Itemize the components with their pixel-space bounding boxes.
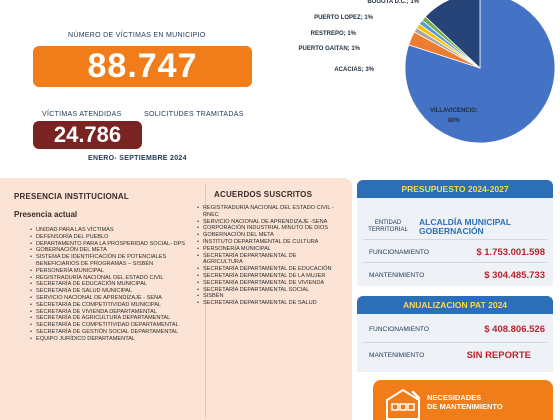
- list-item: • REGISTRADURÍA NACIONAL DEL ESTADO CIVIL: [30, 275, 200, 282]
- victims-caption: NÚMERO DE VÍCTIMAS EN MUNICIPIO: [68, 32, 206, 39]
- list-item: • SISTEMA DE IDENTIFICACIÓN DE POTENCIALES BENEFICIARIOS DE PROGRAMAS – SISBÉN: [30, 254, 200, 268]
- list-item: • SECRETARÍA DEPARTAMENTAL DE VIVIENDA: [197, 280, 337, 287]
- list-item: • SECRETARÍA DE SALUD MUNICIPAL: [30, 288, 200, 295]
- row-value: $ 1.753.001.598: [476, 247, 545, 258]
- list-item: • GOBERNACIÓN DEL META: [30, 247, 200, 254]
- row-label: FUNCIONAMIENTO: [369, 326, 429, 333]
- budget-column: [357, 180, 560, 420]
- presence-list: [30, 227, 200, 343]
- row-divider: [363, 262, 547, 263]
- list-item: • CORPORACIÓN INDUSTRIAL MINUTO DE DIOS: [197, 225, 337, 232]
- entity-value: ALCALDÍA MUNICIPAL GOBERNACIÓN: [419, 217, 511, 236]
- victims-count: 88.747: [33, 46, 252, 87]
- row-value: SIN REPORTE: [466, 350, 531, 361]
- row-divider: [363, 342, 547, 343]
- pie-label: PUERTO LOPEZ; 1%: [314, 15, 373, 21]
- list-item: • SECRETARÍA DEPARTAMENTAL DE LA MUJER: [197, 273, 337, 280]
- maintenance-title-line2: DE MANTENIMIENTO: [427, 402, 503, 411]
- row-value: $ 408.806.526: [484, 324, 545, 335]
- agreements-list: [197, 205, 337, 307]
- period-label: ENERO- SEPTIEMBRE 2024: [88, 155, 187, 162]
- list-item: • INSTITUTO DEPARTAMENTAL DE CULTURA: [197, 239, 337, 246]
- pie-label: ACACIAS; 3%: [334, 67, 374, 73]
- pie-label: RESTREPO; 1%: [310, 31, 356, 37]
- list-item: • SECRETARÍA DEPARTAMENTAL DE EDUCACIÓN: [197, 266, 337, 273]
- list-item: • REGISTRADURÍA NACIONAL DEL ESTADO CIVIL - RNEC: [197, 205, 337, 219]
- list-item: • SECRETARÍA DE VIVIENDA DEPARTAMENTAL: [30, 309, 200, 316]
- pat-card: [357, 314, 553, 372]
- agreements-title: ACUERDOS SUSCRITOS: [214, 190, 313, 199]
- list-item: • SECRETARÍA DE COMPETITIVIDAD MUNICIPAL: [30, 302, 200, 309]
- presence-title: PRESENCIA INSTITUCIONAL: [14, 192, 129, 201]
- presence-subtitle: Presencia actual: [14, 210, 78, 219]
- list-item: • SECRETARÍA DEPARTAMENTAL SOCIAL: [197, 287, 337, 294]
- pie-label: PUERTO GAITAN; 1%: [298, 46, 360, 52]
- list-item: • SECRETARÍA DE EDUCACIÓN MUNICIPAL: [30, 281, 200, 288]
- list-item: • DEFENSORÍA DEL PUEBLO: [30, 234, 200, 241]
- attended-count: 24.786: [33, 121, 142, 149]
- list-item: • SERVICIO NACIONAL DE APRENDIZAJE -SENA: [197, 219, 337, 226]
- building-repair-icon: [383, 386, 423, 420]
- maintenance-title: [427, 393, 503, 411]
- victims-stats: [0, 0, 290, 172]
- pat-title: ANUALIZACION PAT 2024: [357, 296, 553, 314]
- row-value: $ 304.485.733: [484, 270, 545, 281]
- list-item: • SECRETARÍA DE GESTIÓN SOCIAL DEPARTAMENTAL: [30, 329, 200, 336]
- pie-label: VILLAVICENCIO; 80%: [430, 108, 478, 124]
- list-item: • SECRETARÍA DEPARTAMENTAL DE SALUD: [197, 300, 337, 307]
- pie-label: BOGOTA D.C.; 1%: [367, 0, 419, 5]
- attended-caption: VÍCTIMAS ATENDIDAS: [42, 111, 122, 118]
- row-divider: [363, 239, 547, 240]
- row-label: MANTENIMIENTO: [369, 272, 425, 279]
- institutional-panel: [0, 178, 352, 420]
- list-item: • PERSONERÍA MUNICIPAL: [30, 268, 200, 275]
- list-item: • SERVICIO NACIONAL DE APRENDIZAJE - SENA: [30, 295, 200, 302]
- list-item: • EQUIPO JURÍDICO DEPARTAMENTAL: [30, 336, 200, 343]
- pie-chart-svg: [280, 0, 560, 178]
- list-item: • SECRETARÍA DE AGRICULTURA DEPARTAMENTAL: [30, 315, 200, 322]
- requests-caption: SOLICITUDES TRAMITADAS: [144, 111, 244, 118]
- budget-title: PRESUPUESTO 2024-2027: [357, 180, 553, 198]
- maintenance-needs-card: [373, 380, 553, 420]
- row-label: MANTENIMIENTO: [369, 352, 425, 359]
- list-item: • SECRETARÍA DE COMPETITIVIDAD DEPARTAMENTAL: [30, 322, 200, 329]
- list-item: • UNIDAD PARA LAS VÍCTIMAS: [30, 227, 200, 234]
- list-item: • GOBERNACIÓN DEL META: [197, 232, 337, 239]
- list-item: • DEPARTAMENTO PARA LA PROSPERIDAD SOCIAL- DPS: [30, 241, 200, 248]
- list-item: • SISBÉN: [197, 293, 337, 300]
- list-item: • PERSONERÍA MUNICIPAL: [197, 246, 337, 253]
- list-item: • SECRETARÍA DEPARTAMENTAL DE AGRICULTURA: [197, 253, 337, 267]
- municipality-pie-chart: [280, 0, 560, 178]
- row-label: FUNCIONAMIENTO: [369, 249, 429, 256]
- maintenance-title-line1: NECESIDADES: [427, 393, 482, 402]
- budget-card: [357, 198, 553, 286]
- entity-label: ENTIDAD TERRITORIAL: [368, 220, 408, 233]
